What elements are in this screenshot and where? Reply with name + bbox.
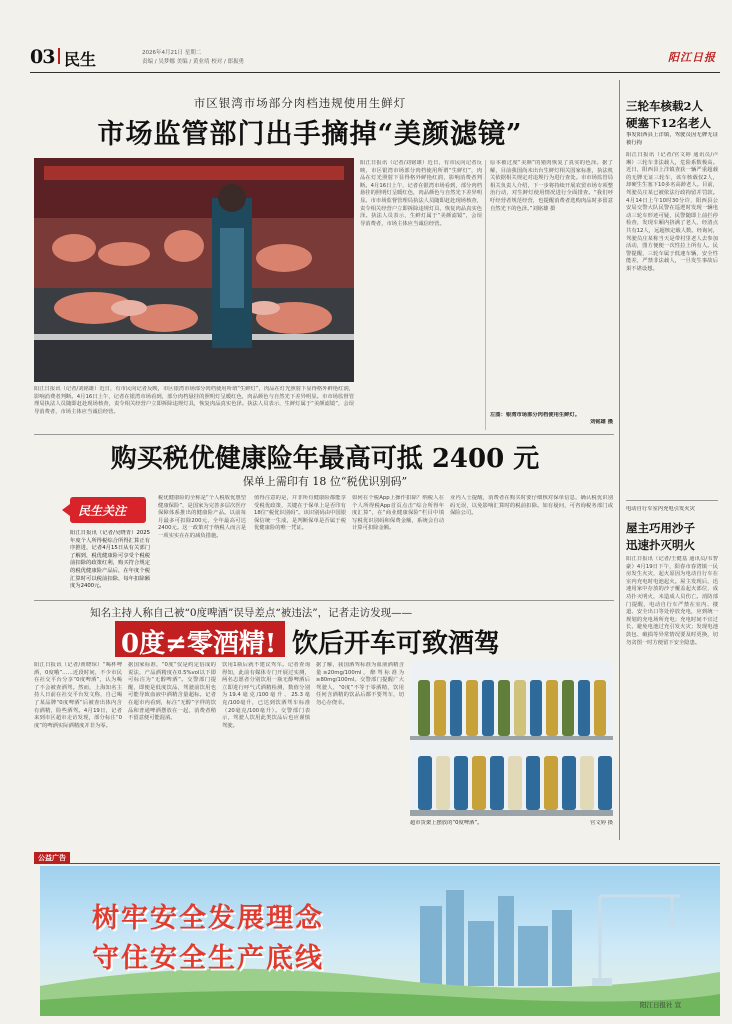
sidebar-story2-headline-1: 屋主巧用沙子 — [626, 521, 695, 535]
ad-slogan-line1: 树牢安全发展理念 — [92, 903, 324, 934]
ad-slogan-line2: 守住安全生产底线 — [92, 943, 324, 974]
main-sidebar-divider — [619, 80, 620, 840]
story1-col1: 阳江日报讯（记者/刘铭雄）近日，有市民向记者反映，市区银湾市场部分肉档使用所谓“生鲜灯”，肉品在灯光照射下显得格外鲜艳红润，影响消费者判断。4月16日上午，记者在银湾市场看到，部分肉档悬挂的照明灯呈暖红色，肉品颜色与自然光下差异明显。市市场监督管理局执法人员随即赶赴现场核查，责令相关经营户立即拆除违规灯具，恢复肉品真实色泽。执法人员表示，生鲜灯属于“美颜滤镜”，会误导消费者，市场主体应当诚信经营。 — [360, 160, 482, 227]
beer-shelf-illustration — [410, 660, 613, 816]
story2-col2: 值得注意的是，并非所有健康险都能享受税优政策，关键在于保单上是否印有18位“税优识别码”。该识别码由中国银保信统一生成，是判断保单是否属于税优健康险的唯一凭证。 — [254, 495, 346, 532]
ad-label: 公益广告 — [34, 852, 70, 864]
sidebar-story1-headline-2: 硬塞下12名老人 — [626, 116, 712, 130]
ad-footer: 阳江日报社 宣 — [640, 1001, 682, 1009]
story3-kicker: 知名主持人称自己被“0度啤酒”误导差点“被违法”，记者走访发现—— — [90, 607, 413, 619]
safety-ad-banner — [40, 866, 720, 1016]
story1-photo-byline: 刘铭雄 摄 — [589, 419, 613, 425]
beer-photo-credit: 官文婷 摄 — [590, 820, 613, 826]
tag-arrow-icon — [62, 504, 70, 516]
story3-col1: 阳江日报讯（记者/黄晓琼）“喝杯啤酒，0度哦”……近段时间，不少市民在社交平台分享“0度啤酒”，认为喝了不会被查酒驾。然而，上海知名主持人日前在社交平台发文称，自己喝了某品牌“0度啤酒”后被查出体内含有酒精，险些酒驾。4月19日，记者来到市区超市走访发现，部分标注“0度”的啤酒实际酒精度并非为零。 — [34, 662, 122, 729]
sidebar-story2-body: 阳江日报讯（记者/王健基 通讯员/韦智豪）4月19日下午，阳春市春湾镇一民房发生火灾，起火原因为电动自行车在室内充电时电池起火。屋主发现后，迅速用家中存放的沙子覆盖起火部位，成功扑灭明火，未造成人员伤亡。消防部门提醒，电动自行车严禁在室内、楼道、安全出口等处停放充电，应到统一规划的充电场所充电；充电时间不宜过长，避免电池过充引发火灾；发现电池鼓包、破损等异常情况要及时更换，切勿贪图一时方便留下安全隐患。 — [626, 556, 718, 646]
ad-label-box — [34, 852, 720, 864]
story3-col2: 据国家标准，“0度”仅是约定俗成的说法，产品酒精度在0.5%vol以下即可标注为“无醇啤酒”。交警部门提醒，即便是低度饮品，驾驶前饮用也可能导致血液中酒精含量超标。记者在超市内看到，标注“无醇”字样的饮品和普通啤酒摆放在一起，消费者稍不留意便可能混淆。 — [128, 662, 216, 722]
sidebar-story1-body: 阳江日报讯（记者/官文婷 通讯员/卢琳）三轮车非法载人，危险系数极高。近日，阳西县上洋镇查获一辆严重超载的无牌无证三轮车，该车核载仅2人，却硬生生塞下10多名高龄老人。目前，驾驶员庄某已被依法行政拘留并罚款。4月14日上午10时30分许，阳西县公安局交警大队民警在巡逻时发现一辆电动三轮车形迹可疑，民警随即上前拦停检查，发现车厢内挤满了老人，经清点共有12人，远超核定载人数。经询问，驾驶员庄某称当天是带村里老人去参加活动，图方便便一次性拉上所有人。民警提醒，三轮车属于低速车辆，安全性能差，严禁非法载人，一旦发生事故后果不堪设想。 — [626, 152, 718, 272]
sidebar-story1-sub: 事发阳西县上洋镇，驾驶员因无牌无证被行拘 — [626, 132, 718, 146]
story1-col2: 原本被过度“美颜”的猪肉恢复了真实的色泽。据了解，目前我国尚未出台生鲜灯相关国家标准，执法机关依据相关规定对违规行为进行查处。市市场监管局相关负责人介绍，下一步将持续开展农贸市场专项整治行动，对生鲜灯使用情况进行全面排查。“我们呼吁经营者规范经营，也提醒消费者选购肉品时多留意自然光下的色泽。”刘铭雄 摄 — [490, 160, 613, 212]
sidebar-story2-headline-2: 迅速扑灭明火 — [626, 538, 695, 552]
date-line: 2026年4月21日 星期二 — [142, 50, 202, 56]
sidebar-rule — [626, 500, 718, 501]
story3-headline-box — [115, 621, 285, 657]
story1-headline: 市场监管部门出手摘掉“美颜滤镜” — [97, 119, 523, 150]
story1-lower-text: 阳江日报讯（记者/刘铭雄）近日，有市民向记者反映，市区银湾市场部分肉档使用所谓“生鲜灯”，肉品在灯光照射下显得格外鲜艳红润，影响消费者判断。4月16日上午，记者在银湾市场看到，部分肉档悬挂的照明灯呈暖红色，肉品颜色与自然光下差异明显。市市场监督管理局执法人员随即赶赴现场核查，责令相关经营户立即拆除违规灯具，恢复肉品真实色泽。执法人员表示，生鲜灯属于“美颜滤镜”，会误导消费者，市场主体应当诚信经营。 — [34, 386, 354, 415]
story2-tag — [70, 497, 146, 523]
story2-headline: 购买税优健康险年最高可抵 2400 元 — [110, 444, 540, 474]
story2-col4: 业内人士提醒，消费者在购买时要仔细核对保单信息，确认税优识别码无误，以免影响汇算时的税前扣除。如有疑问，可咨询税务部门或保险公司。 — [450, 495, 613, 517]
page-header — [30, 40, 720, 70]
story2-lead: 阳江日报讯（记者/吴晓青）2025年度个人所得税综合所得汇算正有序推进，记者4月15日从有关部门了解到，税优健康险可享受个税税前扣除的政策红利，购买符合规定的税优健康险产品后，在年度个税汇算时可以税前扣除，每年扣除额度为2400元。 — [70, 530, 150, 590]
story1-photo-caption: 左图：银湾市场部分肉档使用生鲜灯。 — [490, 412, 581, 418]
story1-col-divider — [485, 160, 486, 430]
story2-bottom-rule — [34, 600, 614, 601]
sidebar-story1-headline-1: 三轮车核载2人 — [626, 99, 704, 113]
masthead-logo: 阳江日报 — [668, 51, 716, 64]
section-name: 民生 — [64, 50, 97, 69]
story2-col3: 如何在个税App上操作扣除？纳税人在个人所得税App首页点击“综合所得年度汇算”，在“商业健康保险”栏目中填写税优识别码和保费金额，系统会自动计算可扣除金额。 — [352, 495, 444, 532]
story1-bottom-rule — [34, 434, 614, 435]
story3-col3: 饮用1瓶后就不建议驾车。记者查询得知，此前有媒体专门开展过实测，两名志愿者分别饮用一瓶无醇啤酒后立即进行呼气式酒精检测，数值分别为19.4毫克/100毫升、25.3毫克/100毫升，已达到饮酒驾车标准（20毫克/100毫升）。交警部门表示，驾驶人饮用此类饮品后也应谨慎驾驶。 — [222, 662, 310, 729]
meat-market-illustration — [34, 158, 354, 382]
page-number: 03 — [30, 46, 55, 68]
story1-kicker: 市区银湾市场部分肉档违规使用生鲜灯 — [193, 96, 407, 110]
story3-headline-red: 0度≠零酒精! — [121, 629, 277, 659]
story3-headline-black: 饮后开车可致酒驾 — [292, 629, 501, 659]
beer-photo-caption: 超市货架上摆放的“0度啤酒”。 — [410, 820, 483, 826]
story2-tag-text: 民生关注 — [78, 504, 127, 518]
story3-col4: 据了解，我国酒驾标准为血液酒精含量≥20mg/100ml，醉驾标准为≥80mg/100ml。交警部门提醒广大驾驶人，“0度”不等于零酒精，饮用任何含酒精的饮品后都不要驾车，切勿心存侥幸。 — [316, 662, 404, 706]
staff-line: 责编 / 吴梦娜 美编 / 黄业靖 校对 / 郎振勇 — [142, 59, 245, 65]
sidebar-story2-label: 电动自行车室内充电引发火灾 — [626, 506, 695, 512]
meat-market-photo — [34, 158, 354, 382]
beer-shelf-photo — [410, 660, 613, 816]
story2-col1: 税优健康险的全称是“个人税收优惠型健康保险”，是国家为完善多层次医疗保障体系推出的健康险产品。以前每月最多可扣除200元，全年最高可达2400元。这一政策对于纳税人而言是一项实实在在的减负措施。 — [158, 495, 246, 539]
story2-subhead: 保单上需印有 18 位“税优识别码” — [242, 475, 408, 488]
header-rule — [30, 72, 720, 73]
page-number-divider — [58, 48, 60, 64]
